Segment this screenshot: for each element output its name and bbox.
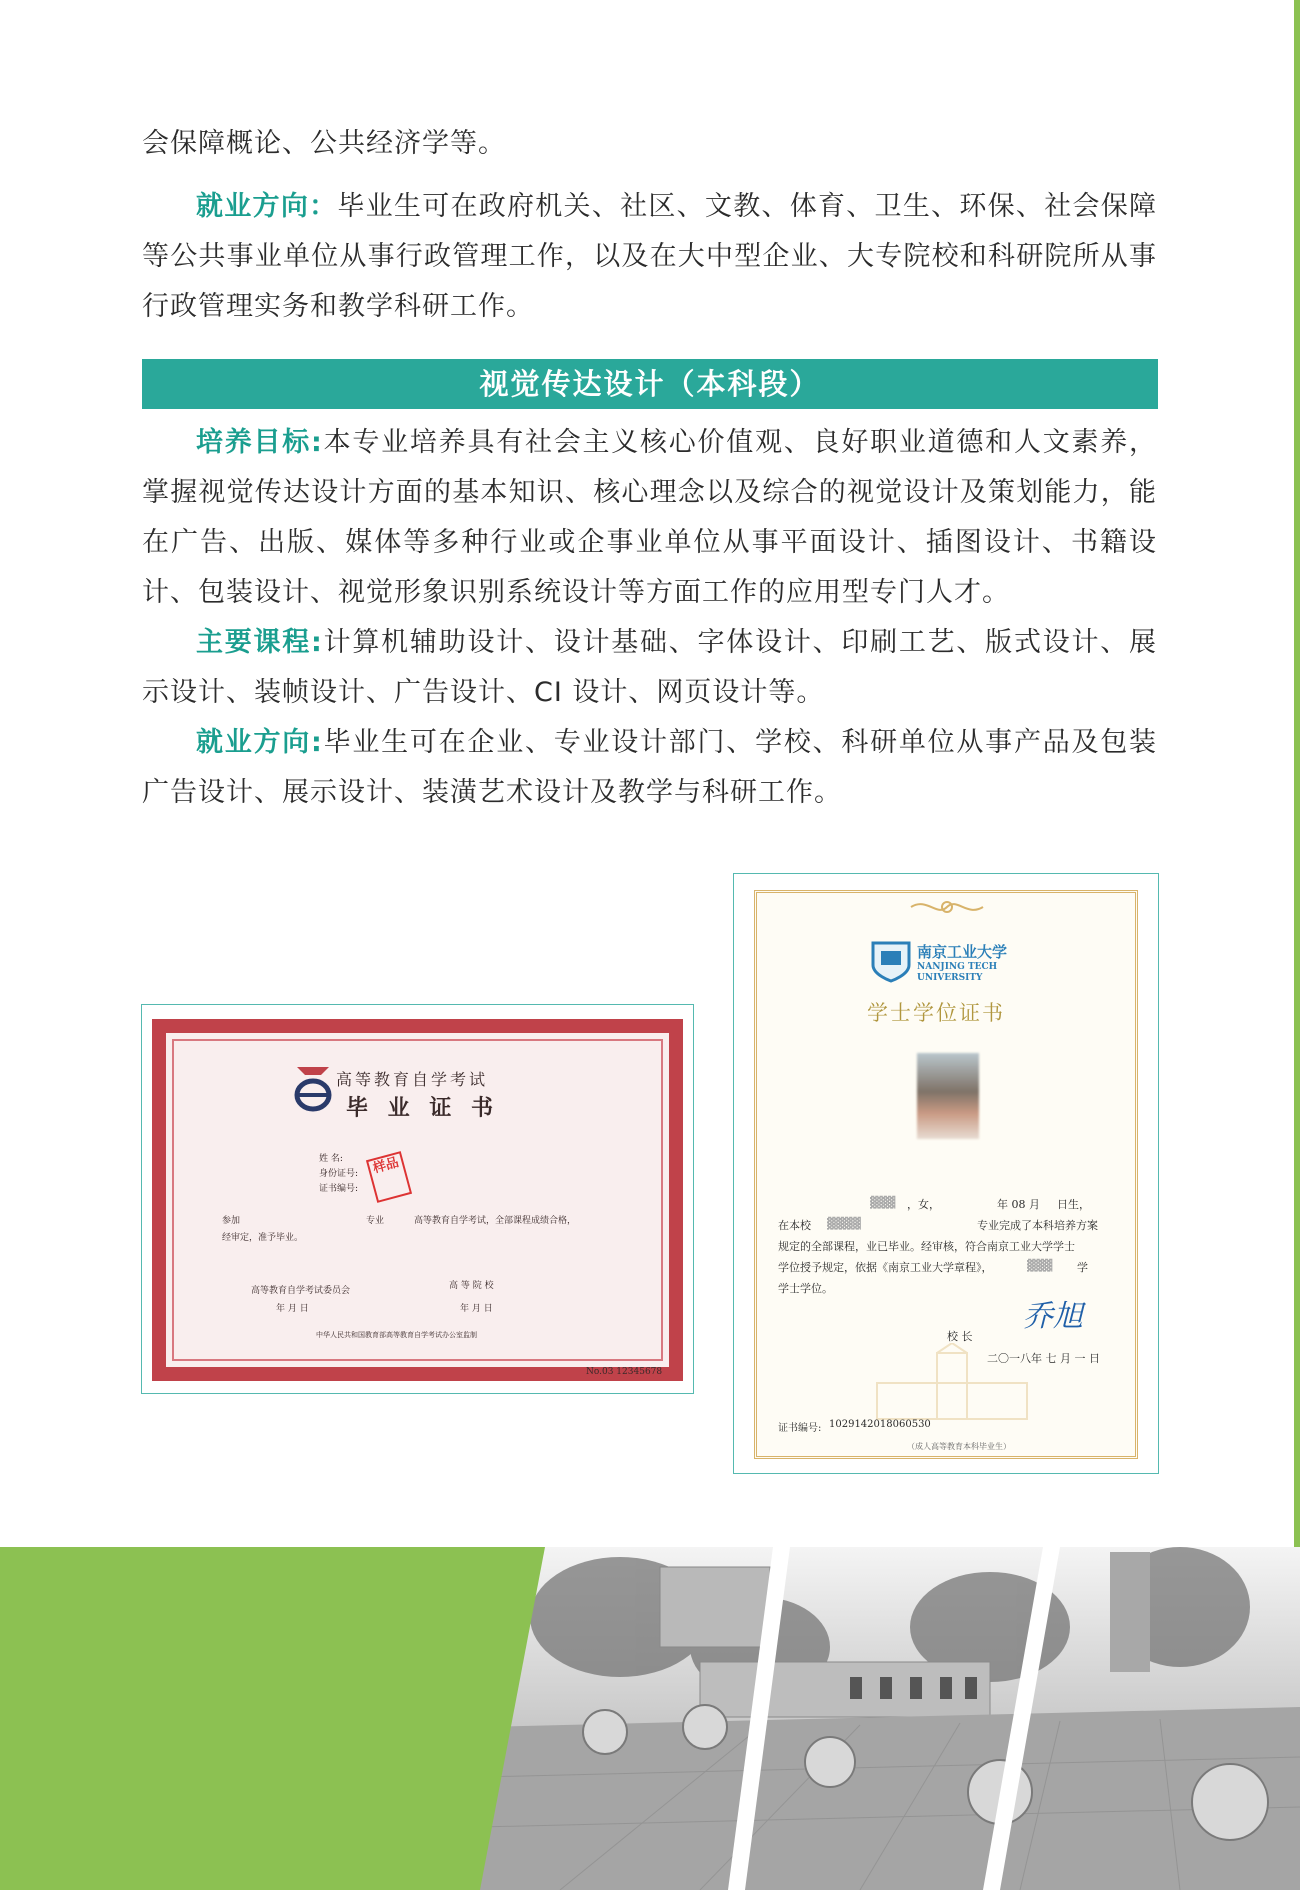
- blurred-photo: [917, 1053, 979, 1139]
- ornament-icon: [907, 895, 987, 919]
- section-title-banner: 视觉传达设计（本科段）: [142, 359, 1158, 409]
- degree-line1-a: ，女，: [907, 1198, 940, 1211]
- cert1-date-right: 年 月 日: [460, 1304, 493, 1314]
- university-shield-icon: [869, 939, 913, 983]
- courses-label: 主要课程:: [196, 627, 323, 658]
- courses-text: 计算机辅助设计、设计基础、字体设计、印刷工艺、版式设计、展示设计、装帧设计、广告设计、CI 设计、网页设计等。: [142, 627, 1157, 708]
- university-name-cn: 南京工业大学: [917, 943, 1008, 961]
- cert1-field-cert: 证书编号:: [319, 1184, 359, 1194]
- redacted-name: ▓▓▓: [870, 1196, 896, 1209]
- paragraph-employment-design: [142, 718, 1157, 818]
- bottom-campus-banner: [0, 1547, 1300, 1890]
- degree-line1-c: 日生，: [1057, 1198, 1090, 1211]
- cert1-line1-b: 专业: [366, 1216, 385, 1226]
- sample-stamp: 样品: [366, 1151, 412, 1203]
- employment-label: 就业方向：: [196, 191, 338, 222]
- president-signature: 乔旭: [1023, 1299, 1083, 1334]
- degree-title: 学士学位证书: [867, 1001, 1005, 1025]
- cert1-date-left: 年 月 日: [276, 1304, 309, 1314]
- president-label: 校 长: [947, 1330, 973, 1343]
- degree-line5: 学士学位。: [778, 1282, 833, 1295]
- cert1-line2: 经审定，准予毕业。: [222, 1233, 304, 1243]
- certificate-border: [152, 1019, 683, 1381]
- cert1-field-name: 姓 名:: [319, 1154, 343, 1164]
- degree-certificate-paper: [754, 890, 1138, 1459]
- degree-line2-b: 专业完成了本科培养方案: [977, 1219, 1098, 1232]
- degree-line3: 规定的全部课程，业已毕业。经审核，符合南京工业大学学士: [778, 1240, 1075, 1253]
- paragraph-courses: [142, 618, 1157, 718]
- cert2-footer: （成人高等教育本科毕业生）: [907, 1442, 1011, 1451]
- campus-photo-collage: [0, 1547, 1300, 1890]
- paragraph-employment-admin: [142, 182, 1157, 332]
- goal-label: 培养目标:: [196, 427, 323, 458]
- cert1-line1-c: 高等教育自学考试，全部课程成绩合格，: [414, 1216, 577, 1226]
- redacted-degree: ▓▓▓: [1027, 1259, 1053, 1272]
- redacted-major: ▓▓▓▓: [827, 1217, 861, 1230]
- degree-line4-a: 学位授予规定，依据《南京工业大学章程》，: [778, 1261, 993, 1274]
- cert1-committee: 高等教育自学考试委员会: [251, 1286, 351, 1296]
- degree-date: 二〇一八年 七 月 一 日: [987, 1352, 1100, 1365]
- degree-line1-b: 年 08 月: [997, 1198, 1040, 1211]
- campus-building-watermark-icon: [867, 1343, 1037, 1421]
- cert1-exam-name: 高等教育自学考试: [336, 1070, 489, 1089]
- exam-emblem-icon: [291, 1063, 335, 1115]
- employment-design-text: 毕业生可在企业、专业设计部门、学校、科研单位从事产品及包装广告设计、展示设计、装潢艺术设计及教学与科研工作。: [142, 727, 1157, 808]
- degree-certificate-image: [733, 873, 1159, 1474]
- university-name-en1: NANJING TECH: [917, 962, 998, 972]
- cert1-school: 高 等 院 校: [449, 1281, 494, 1291]
- graduation-certificate-image: [141, 1004, 694, 1394]
- paragraph-goal: [142, 418, 1157, 618]
- employment-text: 毕业生可在政府机关、社区、文教、体育、卫生、环保、社会保障等公共事业单位从事行政管理工作，以及在大中型企业、大专院校和科研院所从事行政管理实务和教学科研工作。: [142, 191, 1158, 322]
- paragraph-text: 会保障概论、公共经济学等。: [142, 128, 506, 159]
- degree-line2-a: 在本校: [778, 1219, 811, 1232]
- cert1-field-id: 身份证号:: [319, 1169, 359, 1179]
- cert1-title: 毕 业 证 书: [346, 1095, 499, 1121]
- cert2-number: 1029142018060530: [829, 1419, 931, 1430]
- cert1-number: No.03 12345678: [586, 1367, 663, 1377]
- cert2-number-label: 证书编号:: [778, 1423, 822, 1434]
- cert1-ministry: 中华人民共和国教育部高等教育自学考试办公室监制: [316, 1331, 477, 1339]
- university-name-en2: UNIVERSITY: [917, 973, 983, 983]
- paragraph-continuation: [142, 119, 1157, 169]
- goal-text: 本专业培养具有社会主义核心价值观、良好职业道德和人文素养，掌握视觉传达设计方面的基本知识、核心理念以及综合的视觉设计及策划能力，能在广告、出版、媒体等多种行业或企事业单位从事平面设计、插图设计、书籍设计、包装设计、视觉形象识别系统设计等方面工作的应用型专门人才。: [142, 427, 1157, 608]
- cert1-line1-a: 参加: [222, 1216, 241, 1226]
- employment-design-label: 就业方向:: [196, 727, 323, 758]
- degree-line4-b: 学: [1077, 1261, 1088, 1274]
